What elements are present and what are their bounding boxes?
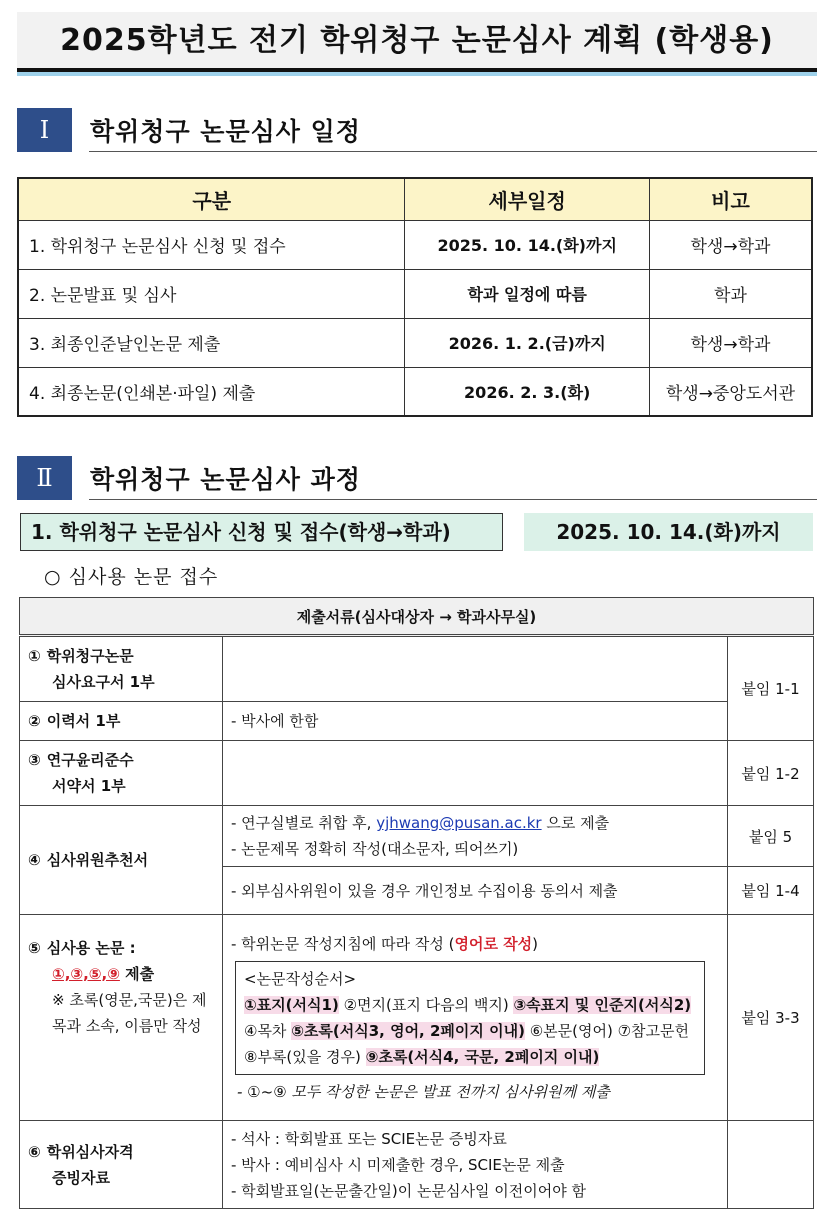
doc-attachment: 붙임 1-2 bbox=[728, 741, 814, 806]
doc-attachment: 붙임 1-1 bbox=[728, 636, 814, 741]
doc-description bbox=[223, 915, 728, 1121]
doc-label-note: ※ 초록(영문,국문)은 제목과 소속, 이름만 작성 bbox=[52, 991, 207, 1035]
doc-number: ⑤ bbox=[28, 939, 41, 957]
schedule-table bbox=[17, 177, 813, 417]
doc-desc-line bbox=[231, 931, 719, 957]
doc-label-line1: 연구윤리준수 bbox=[46, 751, 134, 769]
doc-number: ② bbox=[28, 712, 41, 730]
doc-label bbox=[20, 915, 223, 1121]
schedule-item: 3. 최종인준날인논문 제출 bbox=[18, 318, 405, 367]
order-item: ⑨초록(서식4, 국문, 2페이지 이내) bbox=[365, 1047, 600, 1066]
doc-label-line2 bbox=[28, 961, 214, 987]
doc-attachment: 붙임 3-3 bbox=[728, 915, 814, 1121]
writing-order-title: <논문작성순서> bbox=[244, 969, 357, 988]
doc-label-line1 bbox=[28, 935, 214, 961]
schedule-note: 학과 bbox=[649, 269, 812, 318]
doc-footnote: - ①~⑨ 모두 작성한 논문은 발표 전까지 심사위원께 제출 bbox=[237, 1082, 610, 1101]
schedule-item: 4. 최종논문(인쇄본·파일) 제출 bbox=[18, 367, 405, 416]
schedule-header-row bbox=[18, 178, 812, 220]
title-underline bbox=[17, 72, 817, 76]
section-1-title: 학위청구 논문심사 일정 bbox=[90, 117, 361, 146]
schedule-date: 2026. 2. 3.(화) bbox=[405, 367, 649, 416]
doc-attachment bbox=[728, 1121, 814, 1209]
doc-desc-text: - 학위논문 작성지침에 따라 작성 ( bbox=[231, 934, 455, 953]
doc-label-text: 제출 bbox=[119, 965, 155, 983]
order-item: ①표지(서식1) bbox=[244, 995, 339, 1014]
doc-label bbox=[20, 702, 223, 741]
step-1-deadline: 2025. 10. 14.(화)까지 bbox=[524, 513, 813, 551]
doc-desc-text: ) bbox=[532, 934, 539, 953]
schedule-note: 학생→학과 bbox=[649, 220, 812, 269]
order-item: ④목차 bbox=[244, 1021, 292, 1040]
step-1-title: 1. 학위청구 논문심사 신청 및 접수(학생→학과) bbox=[20, 513, 503, 551]
email-link[interactable]: yjhwang@pusan.ac.kr bbox=[376, 814, 542, 832]
column-header-note: 비고 bbox=[649, 178, 812, 220]
doc-description bbox=[223, 806, 728, 867]
table-row bbox=[20, 806, 814, 867]
doc-desc-highlight: 영어로 작성 bbox=[454, 934, 533, 953]
doc-label-line2: 심사요구서 1부 bbox=[52, 673, 155, 691]
doc-desc-line: - 논문제목 정확히 작성(대소문자, 띄어쓰기) bbox=[231, 840, 519, 858]
column-header-category: 구분 bbox=[18, 178, 405, 220]
section-1-rule bbox=[89, 151, 817, 152]
page-title: 2025학년도 전기 학위청구 논문심사 계획 (학생용) bbox=[17, 12, 817, 72]
section-2-rule bbox=[89, 499, 817, 500]
order-item: ③속표지 및 인준지(서식2) bbox=[513, 995, 692, 1014]
doc-description bbox=[223, 1121, 728, 1209]
doc-description: - 박사에 한함 bbox=[223, 702, 728, 741]
doc-description bbox=[223, 636, 728, 702]
section-2-header bbox=[17, 456, 817, 500]
schedule-item: 2. 논문발표 및 심사 bbox=[18, 269, 405, 318]
doc-number: ③ bbox=[28, 751, 41, 769]
table-row bbox=[18, 269, 812, 318]
doc-number: ⑥ bbox=[28, 1142, 41, 1161]
doc-label-line1: 학위심사자격 bbox=[46, 1142, 134, 1161]
doc-label-highlight: ①,③,⑤,⑨ bbox=[52, 965, 120, 983]
writing-order-box bbox=[235, 961, 705, 1075]
schedule-date: 2025. 10. 14.(화)까지 bbox=[405, 220, 649, 269]
doc-label bbox=[20, 741, 223, 806]
doc-label-line1: 이력서 1부 bbox=[46, 712, 121, 730]
doc-label bbox=[20, 1121, 223, 1209]
doc-description: - 외부심사위원이 있을 경우 개인정보 수집이용 동의서 제출 bbox=[223, 867, 728, 915]
table-row bbox=[18, 220, 812, 269]
doc-desc-line: - 박사 : 예비심사 시 미제출한 경우, SCIE논문 제출 bbox=[231, 1155, 565, 1174]
column-header-schedule: 세부일정 bbox=[405, 178, 649, 220]
doc-description bbox=[223, 741, 728, 806]
doc-attachment: 붙임 1-4 bbox=[728, 867, 814, 915]
doc-label-line1: 학위청구논문 bbox=[46, 647, 134, 665]
doc-attachment: 붙임 5 bbox=[728, 806, 814, 867]
documents-table bbox=[19, 597, 814, 1209]
schedule-date: 학과 일정에 따름 bbox=[405, 269, 649, 318]
order-item: ②면지(표지 다음의 백지) bbox=[338, 995, 514, 1014]
doc-number: ④ bbox=[28, 851, 41, 869]
schedule-date: 2026. 1. 2.(금)까지 bbox=[405, 318, 649, 367]
table-row bbox=[18, 318, 812, 367]
doc-desc-line bbox=[231, 810, 719, 836]
bullet-heading: ○ 심사용 논문 접수 bbox=[44, 566, 219, 588]
doc-label-line2: 서약서 1부 bbox=[52, 777, 126, 795]
doc-label-line2: 증빙자료 bbox=[52, 1168, 110, 1187]
table-row bbox=[20, 915, 814, 1121]
section-1-header bbox=[17, 108, 817, 152]
doc-desc-line: - 학회발표일(논문출간일)이 논문심사일 이전이어야 함 bbox=[231, 1181, 586, 1200]
table-row bbox=[18, 367, 812, 416]
schedule-item: 1. 학위청구 논문심사 신청 및 접수 bbox=[18, 220, 405, 269]
doc-label-text: 심사용 논문 : bbox=[46, 939, 136, 957]
order-item: ⑥본문(영어) ⑦참고문헌 ⑧부록(있을 경우) bbox=[244, 1021, 690, 1066]
doc-desc-text: 으로 제출 bbox=[541, 814, 610, 832]
doc-label bbox=[20, 636, 223, 702]
doc-label-line1: 심사위원추천서 bbox=[46, 851, 149, 869]
schedule-note: 학생→학과 bbox=[649, 318, 812, 367]
order-item: ⑤초록(서식3, 영어, 2페이지 이내) bbox=[291, 1021, 525, 1040]
section-1-number: Ⅰ bbox=[17, 108, 72, 152]
table-row bbox=[20, 741, 814, 806]
documents-header: 제출서류(심사대상자 → 학과사무실) bbox=[20, 598, 814, 636]
doc-label bbox=[20, 806, 223, 915]
doc-number: ① bbox=[28, 647, 41, 665]
writing-order-list bbox=[244, 992, 696, 1070]
doc-desc-line: - 석사 : 학회발표 또는 SCIE논문 증빙자료 bbox=[231, 1129, 507, 1148]
table-row bbox=[20, 702, 814, 741]
section-2-number: Ⅱ bbox=[17, 456, 72, 500]
section-2-title: 학위청구 논문심사 과정 bbox=[90, 465, 361, 494]
schedule-note: 학생→중앙도서관 bbox=[649, 367, 812, 416]
documents-header-row bbox=[20, 598, 814, 636]
table-row bbox=[20, 1121, 814, 1209]
doc-desc-text: - 연구실별로 취합 후, bbox=[231, 814, 377, 832]
table-row bbox=[20, 636, 814, 702]
